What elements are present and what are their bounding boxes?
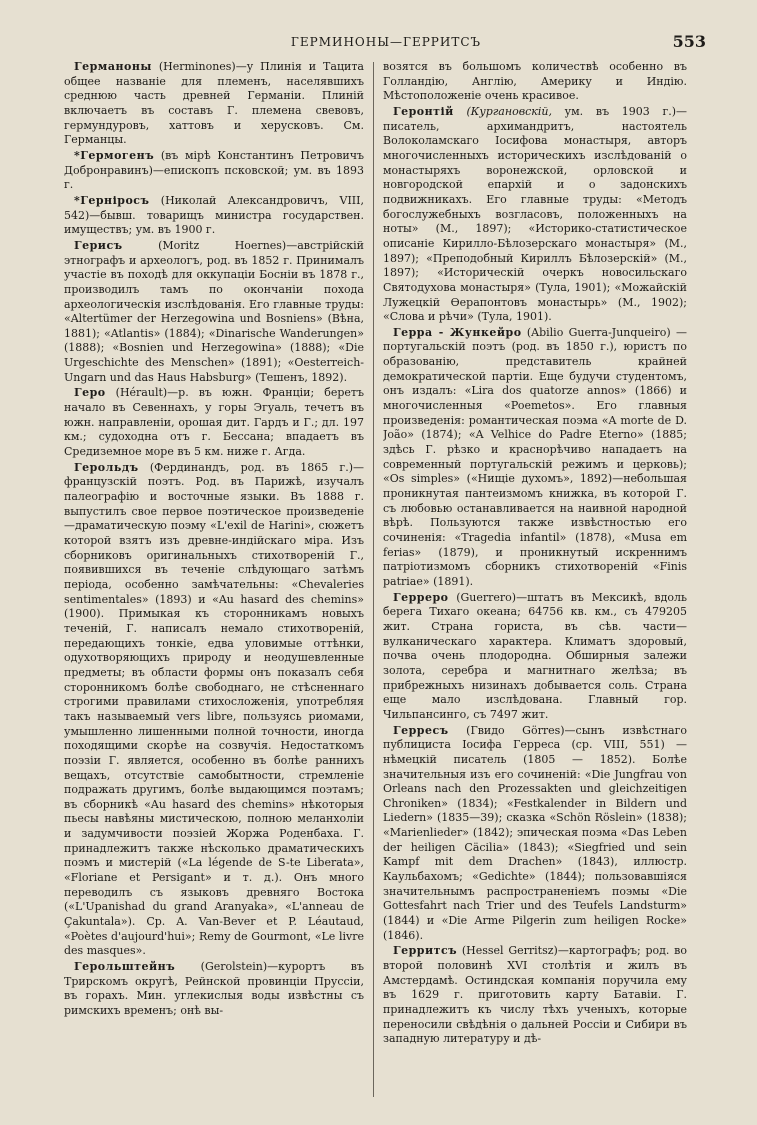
entry xyxy=(64,461,364,959)
entry xyxy=(64,60,364,148)
entry-headword: Герресъ xyxy=(393,723,449,737)
entry-headword: Геронтій xyxy=(393,104,454,118)
entry-headword: *Герніросъ xyxy=(74,193,150,207)
entry-text: (Guerrero)—штатъ въ Мексикѣ, вдоль берега Тихаго океана; 64756 кв. км., съ 479205 жит. Страна гориста, въ сѣв. части—вулканическаго характера. Климатъ здоровый, почва очень плодородна. Обширныя залежи золота, серебра и магнитнаго желѣза; въ прибрежныхъ низинахъ добывается соль. Страна еще мало изслѣдована. Главный гор. Чильпансинго, съ 7497 жит. xyxy=(383,590,687,721)
entry-headword: Геро xyxy=(74,386,106,400)
entry xyxy=(64,194,364,238)
entry-headword: Герольштейнъ xyxy=(74,960,176,974)
entry xyxy=(64,960,364,1019)
entry-headword: Герреро xyxy=(393,590,449,604)
entry-text: (Moritz Hoernes)—австрійскій этнографъ и археологъ, род. въ 1852 г. Принималъ участіе въ походѣ для оккупаціи Босніи въ 1878 г., производилъ тамъ по окончаніи похода археологическія изслѣдованія. Его главные труды: «Altertümer der Herzegowina und Bosniens» (Вѣна, 1881); «Atlantis» (1884); «Dinarische Wanderungen» (1888); «Bosnien und Herzegowina» (1888); «Die Urgeschichte des Menschen» (1891); «Oesterreich-Ungarn und das Haus Habsburg» (Тешенъ, 1892). xyxy=(64,238,364,384)
entry-headword: Герисъ xyxy=(74,238,123,252)
entry-text: (Herminones)—у Плинія и Тацита общее названіе для племенъ, населявшихъ среднюю часть древней Германіи. Плиній включаетъ въ составъ Г. племена свевовъ, гермундуровъ, хаттовъ и херусковъ. См. Германцы. xyxy=(64,60,364,147)
entry xyxy=(64,149,364,193)
right-column xyxy=(383,60,687,1100)
entry xyxy=(383,591,687,723)
entry-text: (Abilio Guerra-Junqueiro) — португальскій поэтъ (род. въ 1850 г.), юристъ по образованію, представитель крайней демократической партіи. Еще будучи студентомъ, онъ издалъ: «Lira dos quatorze annos» (1866) и многочисленныя «Poemetos». Его главныя произведенія: романтическая поэма «A morte de D. João» (1874); «A Velhice do Padre Eterno» (1885; здѣсь Г. рѣзко и краснорѣчиво нападаетъ на современный португальскій режимъ и церковь); «Os simples» («Нищіе духомъ», 1892)—небольшая проникнутая пантеизмомъ книжка, въ которой Г. съ любовью останавливается на наивной народной вѣрѣ. Пользуются также извѣстностью его сочиненія: «Tragedia infantil» (1878), «Musa em ferias» (1879), и проникнутый искреннимъ патріотизмомъ сборникъ стихотвореній «Finis patriae» (1891). xyxy=(383,325,687,588)
entry-text: (Николай Александровичъ, VIII, 542)—бывш. товарищъ министра государствен. имуществъ; ум. въ 1900 г. xyxy=(64,193,364,237)
entry xyxy=(64,239,364,386)
entry xyxy=(64,386,364,459)
entry xyxy=(383,326,687,590)
entry-subtitle: (Кургановскій, xyxy=(453,104,552,118)
column-divider xyxy=(373,62,374,1097)
entry-headword: Герольдъ xyxy=(74,460,139,474)
entry-text: ум. въ 1903 г.)—писатель, архимандритъ, настоятель Волоколамскаго Іосифова монастыря, авторъ многочисленныхъ историческихъ изслѣдованій о монастыряхъ воронежской, орловской и новгородской епархій и о задонскихъ подвижникахъ. Его главные труды: «Методъ богослужебныхъ возгласовъ, положенныхъ на ноты» (М., 1897); «Историко-статистическое описаніе Кирилло-Бѣлозерскаго монастыря» (М., 1897); «Преподобный Кириллъ Бѣлозерскій» (М., 1897); «Историческій очеркъ новосильскаго Святодухова монастыря» (Тула, 1901); «Можайскій Лужецкій Өерапонтовъ монастырь» (М., 1902); «Слова и рѣчи» (Тула, 1901). xyxy=(383,104,687,324)
entry-text: (Гвидо Görres)—сынъ извѣстнаго публициста Іосифа Герреса (ср. VIII, 551) — нѣмецкій писатель (1805 — 1852). Болѣе значительныя изъ его сочиненій: «Die Jungfrau von Orleans nach den Prozessakten und gleichzeitigen Chroniken» (1834); «Festkalender in Bildern und Liedern» (1835—39); сказка «Schön Röslein» (1838); «Marienlieder» (1842); эпическая поэма «Das Leben der heiligen Cäcilia» (1843); «Siegfried und sein Kampf mit dem Drachen» (1843), иллюстр. Каульбахомъ; «Gedichte» (1844); пользовавшіяся значительнымъ распространеніемъ поэмы «Die Gottesfahrt nach Trier und des Teufels Landsturm» (1844) и «Die Arme Pilgerin zum heiligen Rocke» (1846). xyxy=(383,723,687,942)
left-column xyxy=(64,60,364,1100)
entry-text: (Hessel Gerritsz)—картографъ; род. во второй половинѣ XVI столѣтія и жилъ въ Амстердамѣ. Остиндская компанія поручила ему въ 1629 г. приготовить карту Батавіи. Г. принадлежитъ къ числу тѣхъ ученыхъ, которые переносили свѣдѣнія о дальней Россіи и Сибири въ западную литературу и дѣ- xyxy=(383,944,687,1046)
entry xyxy=(383,724,687,944)
entry-headword: Герра - Жункейро xyxy=(393,325,522,339)
entry xyxy=(383,944,687,1047)
entry-headword: *Гермогенъ xyxy=(74,148,155,162)
entry-text: возятся въ большомъ количествѣ особенно въ Голландію, Англію, Америку и Индію. Мѣстоположеніе очень красивое. xyxy=(383,60,687,103)
entry-headword: Германоны xyxy=(74,60,152,73)
entry-text: (въ мірѣ Константинъ Петровичъ Добронравинъ)—епископъ псковской; ум. въ 1893 г. xyxy=(64,148,364,192)
page-number: 553 xyxy=(672,32,706,51)
entry-text: (Фердинандъ, род. въ 1865 г.)—французскій поэтъ. Род. въ Парижѣ, изучалъ палеографію и восточные языки. Въ 1888 г. выпустилъ свое первое поэтическое произведеніе —драматическую поэму «L'exil de Harini», сюжетъ которой взятъ изъ древне-индійскаго міра. Изъ сборниковъ оригинальныхъ стихотвореній Г., появившихся въ теченіе слѣдующаго затѣмъ періода, особенно замѣчательны: «Chevaleries sentimentales» (1893) и «Au hasard des chemins» (1900). Примыкая къ сторонникамъ новыхъ теченій, Г. написалъ немало стихотвореній, передающихъ тонкіе, едва уловимые оттѣнки, одухотворяющихъ природу и неодушевленные предметы; въ области формы онъ показалъ себя сторонникомъ болѣе свободнаго, не стѣсненнаго строгими правилами стихосложенія, употребляя такъ называемый vers libre, пользуясь риомами, умышленно лишенными полной точности, иногда походящими скорѣе на созвучія. Недостаткомъ поэзіи Г. является, особенно въ болѣе раннихъ вещахъ, отсутствіе самобытности, стремленіе подражать другимъ, болѣе выдающимся поэтамъ; въ сборникѣ «Au hasard des chemins» нѣкоторыя пьесы навѣяны мистическою, полною меланхоліи и задумчивости поэзіей Жоржа Роденбаха. Г. принадлежитъ также нѣсколько драматическихъ поэмъ и мистерій («La légende de S-te Liberata», «Floriane et Persigant» и т. д.). Онъ много переводилъ съ языковъ древняго Востока («L'Upanishad du grand Aranyaka», «L'anneau de Çakuntala»). Ср. A. Van-Bever et P. Léautaud, «Poètes d'aujourd'hui»; Remy de Gourmont, «Le livre des masques». xyxy=(64,460,364,958)
entry-headword: Герритсъ xyxy=(393,944,458,958)
header-title: ГЕРМИНОНЫ—ГЕРРИТСЪ xyxy=(290,35,482,49)
running-header xyxy=(66,30,706,52)
entry-text: (Gerolstein)—курортъ въ Трирскомъ округѣ, Рейнской провинціи Пруссіи, въ горахъ. Мин. углекислыя воды извѣстны съ римскихъ временъ; онѣ вы- xyxy=(64,960,364,1017)
entry-continuation xyxy=(383,60,687,104)
entry xyxy=(383,105,687,325)
entry-text: (Hérault)—р. въ южн. Франціи; беретъ начало въ Севеннахъ, у горы Эгуаль, течетъ въ южн. направленіи, орошая дит. Гардъ и Г.; дл. 197 км.; судоходна отъ г. Бессана; впадаетъ въ Средиземное море въ 5 км. ниже г. Агда. xyxy=(64,386,364,459)
